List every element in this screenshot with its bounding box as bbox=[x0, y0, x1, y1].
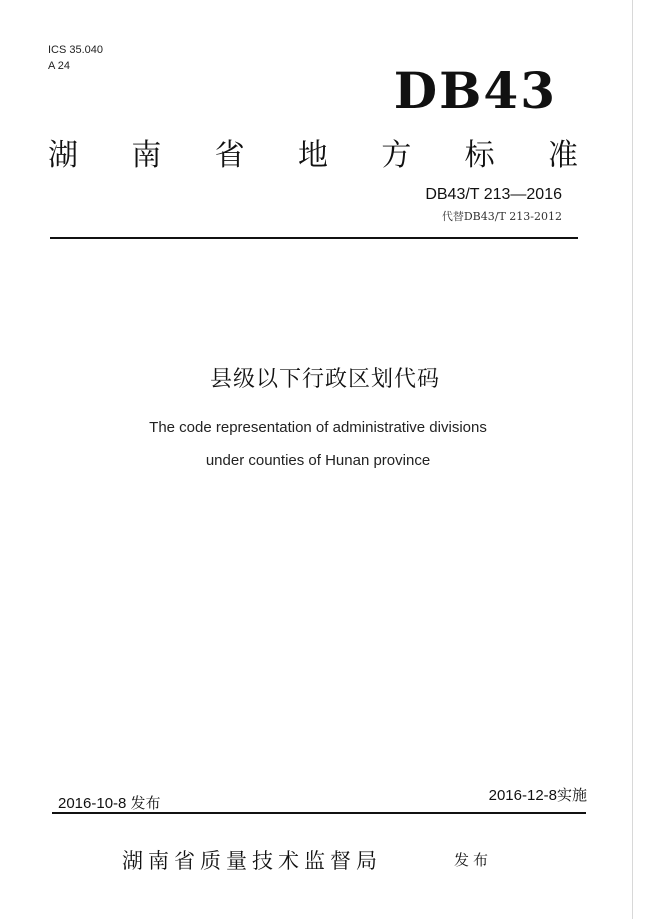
standard-type-char: 标 bbox=[464, 138, 495, 173]
standard-type-char: 南 bbox=[131, 138, 162, 173]
replaces-note: 代替DB43/T 213-2012 bbox=[441, 210, 562, 223]
footer-divider bbox=[52, 812, 586, 814]
standard-type-char: 准 bbox=[547, 138, 578, 173]
standard-number: DB43/T 213—2016 bbox=[425, 186, 562, 203]
classification-block bbox=[48, 42, 103, 74]
standard-type-char: 湖 bbox=[48, 138, 78, 173]
ccs-code: A 24 bbox=[48, 60, 71, 72]
ics-code: ICS 35.040 bbox=[48, 44, 104, 56]
publish-date: 2016-10-8 发布 bbox=[58, 795, 161, 812]
implement-date: 2016-12-8实施 bbox=[488, 787, 587, 804]
standard-type-char: 地 bbox=[297, 138, 328, 173]
header-divider bbox=[50, 237, 578, 239]
document-title-cn: 县级以下行政区划代码 bbox=[209, 367, 440, 392]
standard-type-title bbox=[48, 130, 578, 174]
db-code: DB43 bbox=[393, 61, 557, 120]
document-title-en-line1: The code representation of administrative divisions bbox=[149, 419, 487, 436]
standard-type-char: 方 bbox=[381, 138, 412, 173]
standard-type-char: 省 bbox=[214, 138, 245, 173]
document-title-en-line2: under counties of Hunan province bbox=[205, 452, 431, 469]
issue-label: 发布 bbox=[454, 851, 493, 869]
issuing-authority: 湖南省质量技术监督局 bbox=[122, 849, 382, 873]
